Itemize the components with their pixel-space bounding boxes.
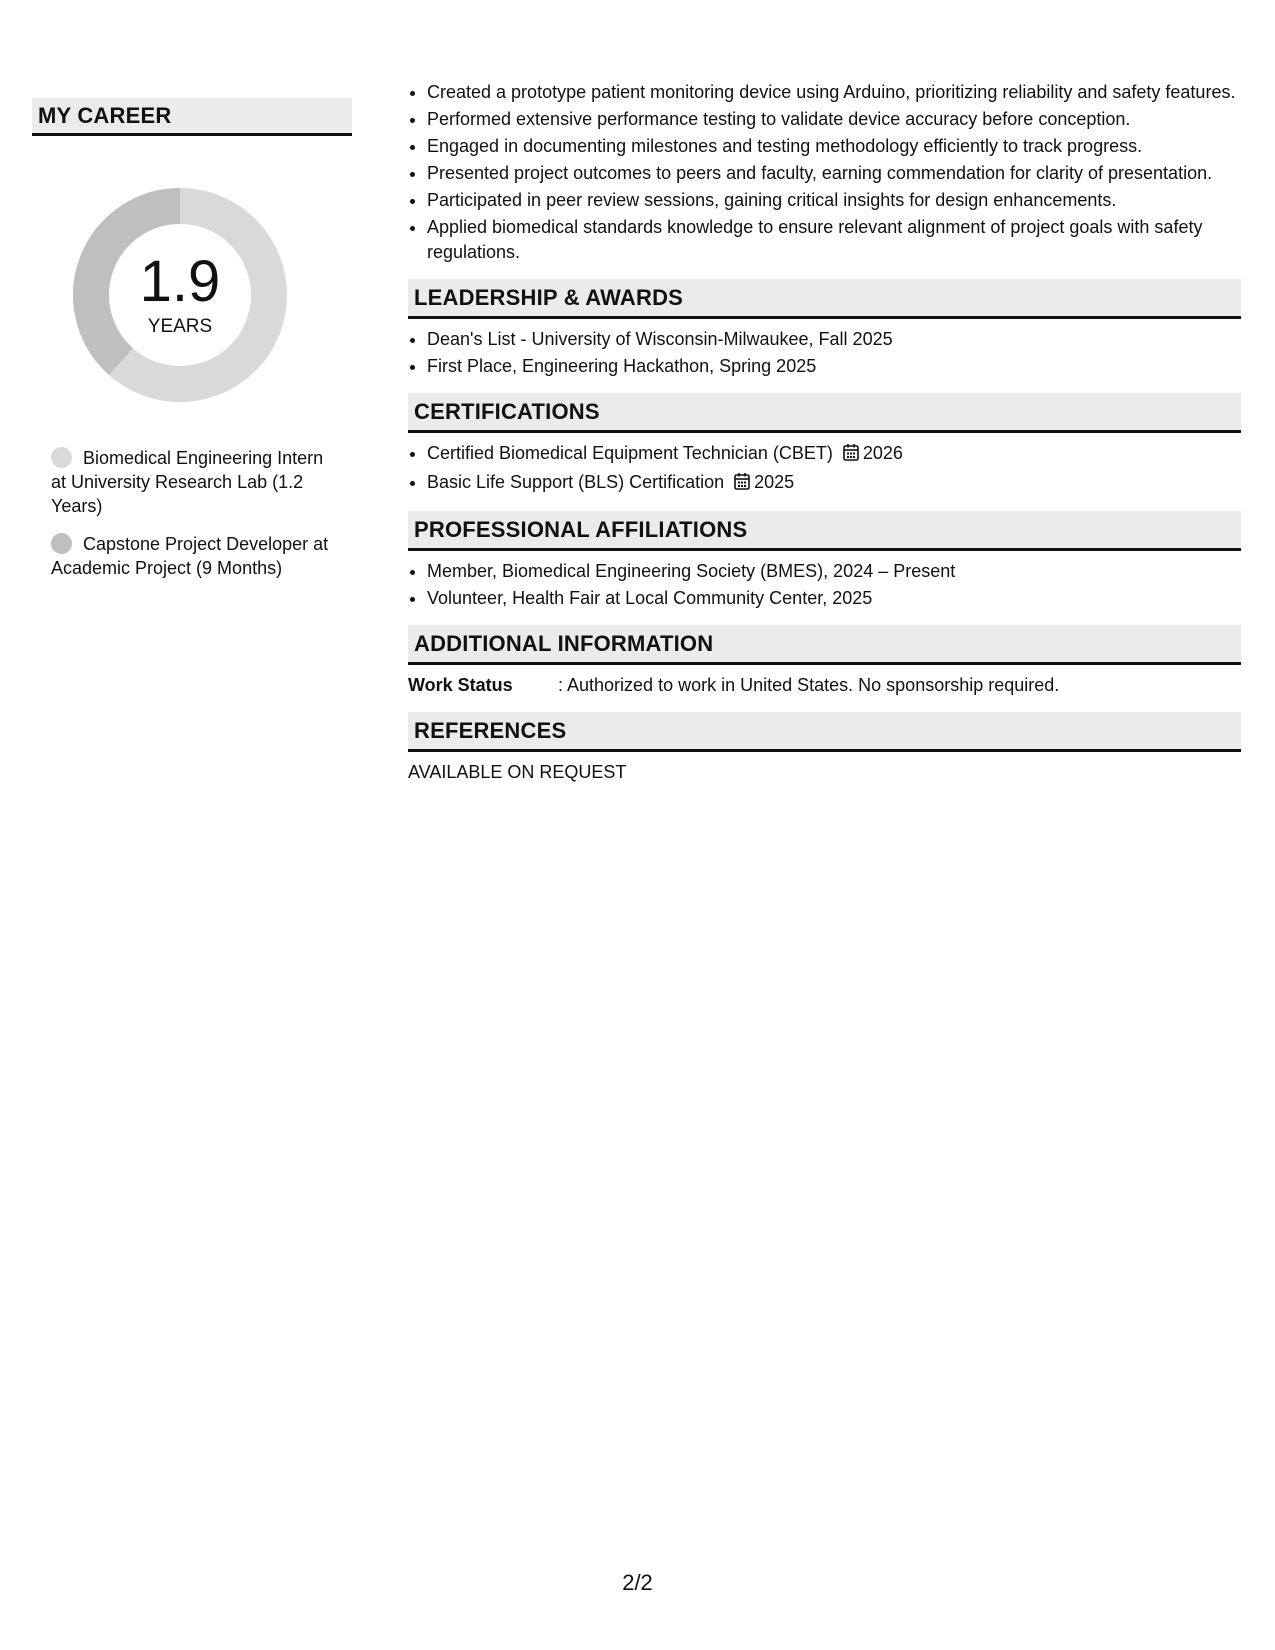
legend-dot-internship xyxy=(51,447,72,468)
leadership-list xyxy=(408,327,1241,379)
affiliations-section-header: PROFESSIONAL AFFILIATIONS xyxy=(408,511,1241,551)
legend-dot-capstone xyxy=(51,533,72,554)
additional-info-section xyxy=(408,625,1241,698)
references-section xyxy=(408,712,1241,785)
donut-center xyxy=(65,180,295,410)
list-item: • Applied biomedical standards knowledge to ensure relevant alignment of project goals with safety regulations. xyxy=(427,215,1241,265)
list-item xyxy=(427,470,1241,497)
certifications-section xyxy=(408,393,1241,497)
work-status-label: Work Status xyxy=(408,675,513,695)
legend-label-internship: Biomedical Engineering Intern at University Research Lab (1.2 Years) xyxy=(51,448,324,516)
list-item: • Member, Biomedical Engineering Society (BMES), 2024 – Present xyxy=(427,559,1241,584)
legend-item-internship xyxy=(51,446,341,518)
list-item: • Volunteer, Health Fair at Local Community Center, 2025 xyxy=(427,586,1241,611)
calendar-icon xyxy=(734,472,750,497)
career-sidebar xyxy=(32,98,352,594)
references-section-header: REFERENCES xyxy=(408,712,1241,752)
additional-info-section-header: ADDITIONAL INFORMATION xyxy=(408,625,1241,665)
legend-item-capstone xyxy=(51,532,341,580)
leadership-section xyxy=(408,279,1241,379)
project-bullet-list xyxy=(408,80,1241,265)
certification-year: 2026 xyxy=(862,443,903,463)
certifications-list xyxy=(408,441,1241,497)
list-item: • Participated in peer review sessions, gaining critical insights for design enhancements. xyxy=(427,188,1241,213)
work-status-value: : Authorized to work in United States. No sponsorship required. xyxy=(558,675,1060,695)
legend-label-capstone: Capstone Project Developer at Academic Project (9 Months) xyxy=(51,534,329,578)
list-item: • Dean's List - University of Wisconsin-Milwaukee, Fall 2025 xyxy=(427,327,1241,352)
references-text: AVAILABLE ON REQUEST xyxy=(408,762,627,782)
list-item: • First Place, Engineering Hackathon, Spring 2025 xyxy=(427,354,1241,379)
main-content xyxy=(408,80,1241,785)
work-status-row xyxy=(408,673,1241,698)
list-item: • Performed extensive performance testing to validate device accuracy before conception. xyxy=(427,107,1241,132)
certifications-section-header: CERTIFICATIONS xyxy=(408,393,1241,433)
page-number: 2/2 xyxy=(622,1570,653,1595)
certification-name: Certified Biomedical Equipment Technician (CBET) xyxy=(427,443,833,463)
list-item xyxy=(427,441,1241,468)
affiliations-section xyxy=(408,511,1241,611)
list-item: • Created a prototype patient monitoring device using Arduino, prioritizing reliability and safety features. xyxy=(427,80,1241,105)
career-total-value: 1.9 xyxy=(139,249,221,314)
calendar-icon xyxy=(843,443,859,468)
leadership-section-header: LEADERSHIP & AWARDS xyxy=(408,279,1241,319)
list-item: • Engaged in documenting milestones and testing methodology efficiently to track progress. xyxy=(427,134,1241,159)
affiliations-list xyxy=(408,559,1241,611)
list-item: • Presented project outcomes to peers and faculty, earning commendation for clarity of presentation. xyxy=(427,161,1241,186)
certification-name: Basic Life Support (BLS) Certification xyxy=(427,472,725,492)
certification-year: 2025 xyxy=(754,472,795,492)
career-legend xyxy=(32,446,341,580)
career-total-unit: YEARS xyxy=(147,316,213,337)
career-donut-chart xyxy=(65,180,295,410)
career-section-header: MY CAREER xyxy=(32,98,352,136)
